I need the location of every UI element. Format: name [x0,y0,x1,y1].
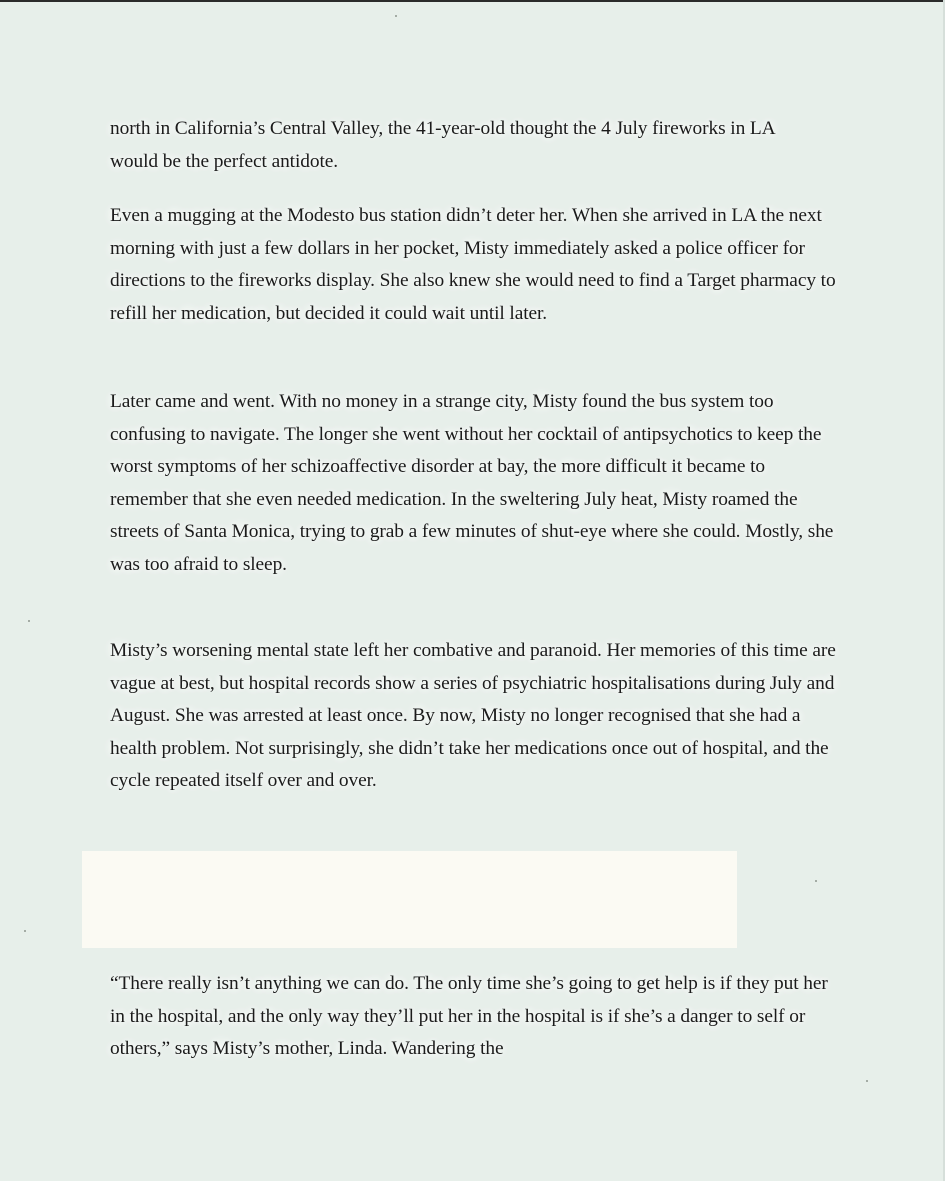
paper-speck [395,15,397,17]
paragraph-1: north in California’s Central Valley, the 41-year-old thought the 4 July fireworks in LA would be the perfect antidote. [110,118,775,172]
paper-speck [815,880,817,882]
paper-speck [24,930,26,932]
paragraph-5: “There really isn’t anything we can do. The only time she’s going to get help is if they put her in the hospital, and the only way they’ll put her in the hospital is if she’s a danger to self or others,” says Misty’s mother, Linda. Wandering the [110,973,828,1060]
paper-speck [866,1080,868,1082]
paragraph-3: Later came and went. With no money in a strange city, Misty found the bus system too confusing to navigate. The longer she went without her cocktail of antipsychotics to keep the worst symptoms of her schizoaffective disorder at bay, the more difficult it became to remember that she even needed medication. In the sweltering July heat, Misty roamed the streets of Santa Monica, trying to grab a few minutes of shut-eye where she could. Mostly, she was too afraid to sleep. [110,391,834,575]
paragraph-2: Even a mugging at the Modesto bus station didn’t deter her. When she arrived in LA the next morning with just a few dollars in her pocket, Misty immediately asked a police officer for directions to the fireworks display. She also knew she would need to find a Target pharmacy to refill her medication, but decided it could wait until later. [110,205,836,324]
paper-speck [28,620,30,622]
blank-pull-quote-area [82,851,737,948]
top-edge-rule [0,0,945,2]
paragraph-4: Misty’s worsening mental state left her combative and paranoid. Her memories of this time are vague at best, but hospital records show a series of psychiatric hospitalisations during July and August. She was arrested at least once. By now, Misty no longer recognised that she had a health problem. Not surprisingly, she didn’t take her medications once out of hospital, and the cycle repeated itself over and over. [110,640,836,792]
